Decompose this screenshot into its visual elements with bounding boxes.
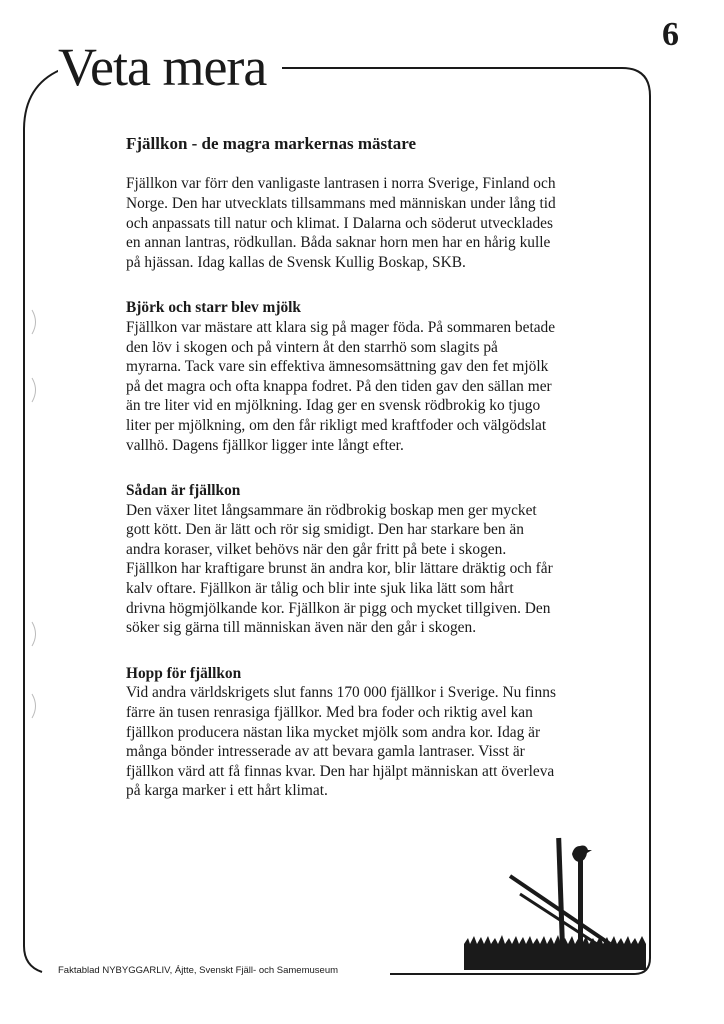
page-number: 6: [662, 16, 679, 53]
intro-block: [126, 174, 556, 272]
section-title: Veta mera: [58, 40, 270, 94]
section-heading: Hopp för fjällkon: [126, 664, 242, 682]
punch-hole-mark: [30, 692, 40, 720]
punch-hole-mark: [30, 620, 40, 648]
article-title: Fjällkon - de magra markernas mästare: [126, 134, 417, 153]
section-heading: Sådan är fjällkon: [126, 482, 241, 500]
section-block: [126, 664, 556, 801]
footer-credit: Faktablad NYBYGGARLIV, Ájtte, Svenskt Fjäll- och Samemuseum: [58, 966, 341, 976]
section-block: [126, 298, 556, 455]
fence-bird-illustration: [460, 820, 650, 970]
punch-hole-mark: [30, 308, 40, 336]
intro-paragraph: Fjällkon var förr den vanligaste lantrasen i norra Sverige, Finland och Norge. Den har utvecklats tillsammans med människan under lång tid och anpassats till natur och klimat. I Dalarna och söderut utvecklades en annan lantras, rödkullan. Båda saknar horn men har en hårig kulle på hjässan. Idag kallas de Svensk Kullig Boskap, SKB.: [126, 175, 556, 271]
section-block: [126, 481, 556, 638]
section-heading: Björk och starr blev mjölk: [126, 299, 301, 317]
section-body: Vid andra världskrigets slut fanns 170 000 fjällkor i Sverige. Nu finns färre än tusen renrasiga fjällkor. Med bra foder och riktig avel kan fjällkon producera nästan lika mycket mjölk som andra kor. Idag är många bönder intresserade av att bevara gamla lantraser. Visst är fjällkon värd att få finnas kvar. Den har hjälpt människan att överleva på karga marker i ett hårt klimat.: [126, 684, 556, 800]
section-body: Den växer litet långsammare än rödbrokig boskap men ger mycket gott kött. Den är lätt och rör sig smidigt. Den har starkare ben än andra koraser, vilket behövs när den går fritt på bete i skogen. Fjällkon har kraftigare brunst än andra kor, blir lättare dräktig och får kalv oftare. Fjällkon är tålig och blir inte sjuk lika lätt som hårt drivna högmjölkande kor. Fjällkon är pigg och mycket tillgiven. Den söker sig gärna till människan även när den går i skogen.: [126, 501, 553, 637]
punch-hole-mark: [30, 376, 40, 404]
section-body: Fjällkon var mästare att klara sig på mager föda. På sommaren betade den löv i skogen och på vintern åt den starrhö som slagits på myrarna. Tack vare sin effektiva ämnesomsättning gav den fet mjölk på det magra och ofta knappa fodret. På den tiden gav den sällan mer än tre liter vid en mjölkning. Idag ger en svensk rödbrokig ko tjugo liter per mjölkning, om den får rikligt med kraftfoder och välgödslat vallhö. Dagens fjällkor ligger inte långt efter.: [126, 318, 556, 454]
article: [126, 134, 556, 827]
